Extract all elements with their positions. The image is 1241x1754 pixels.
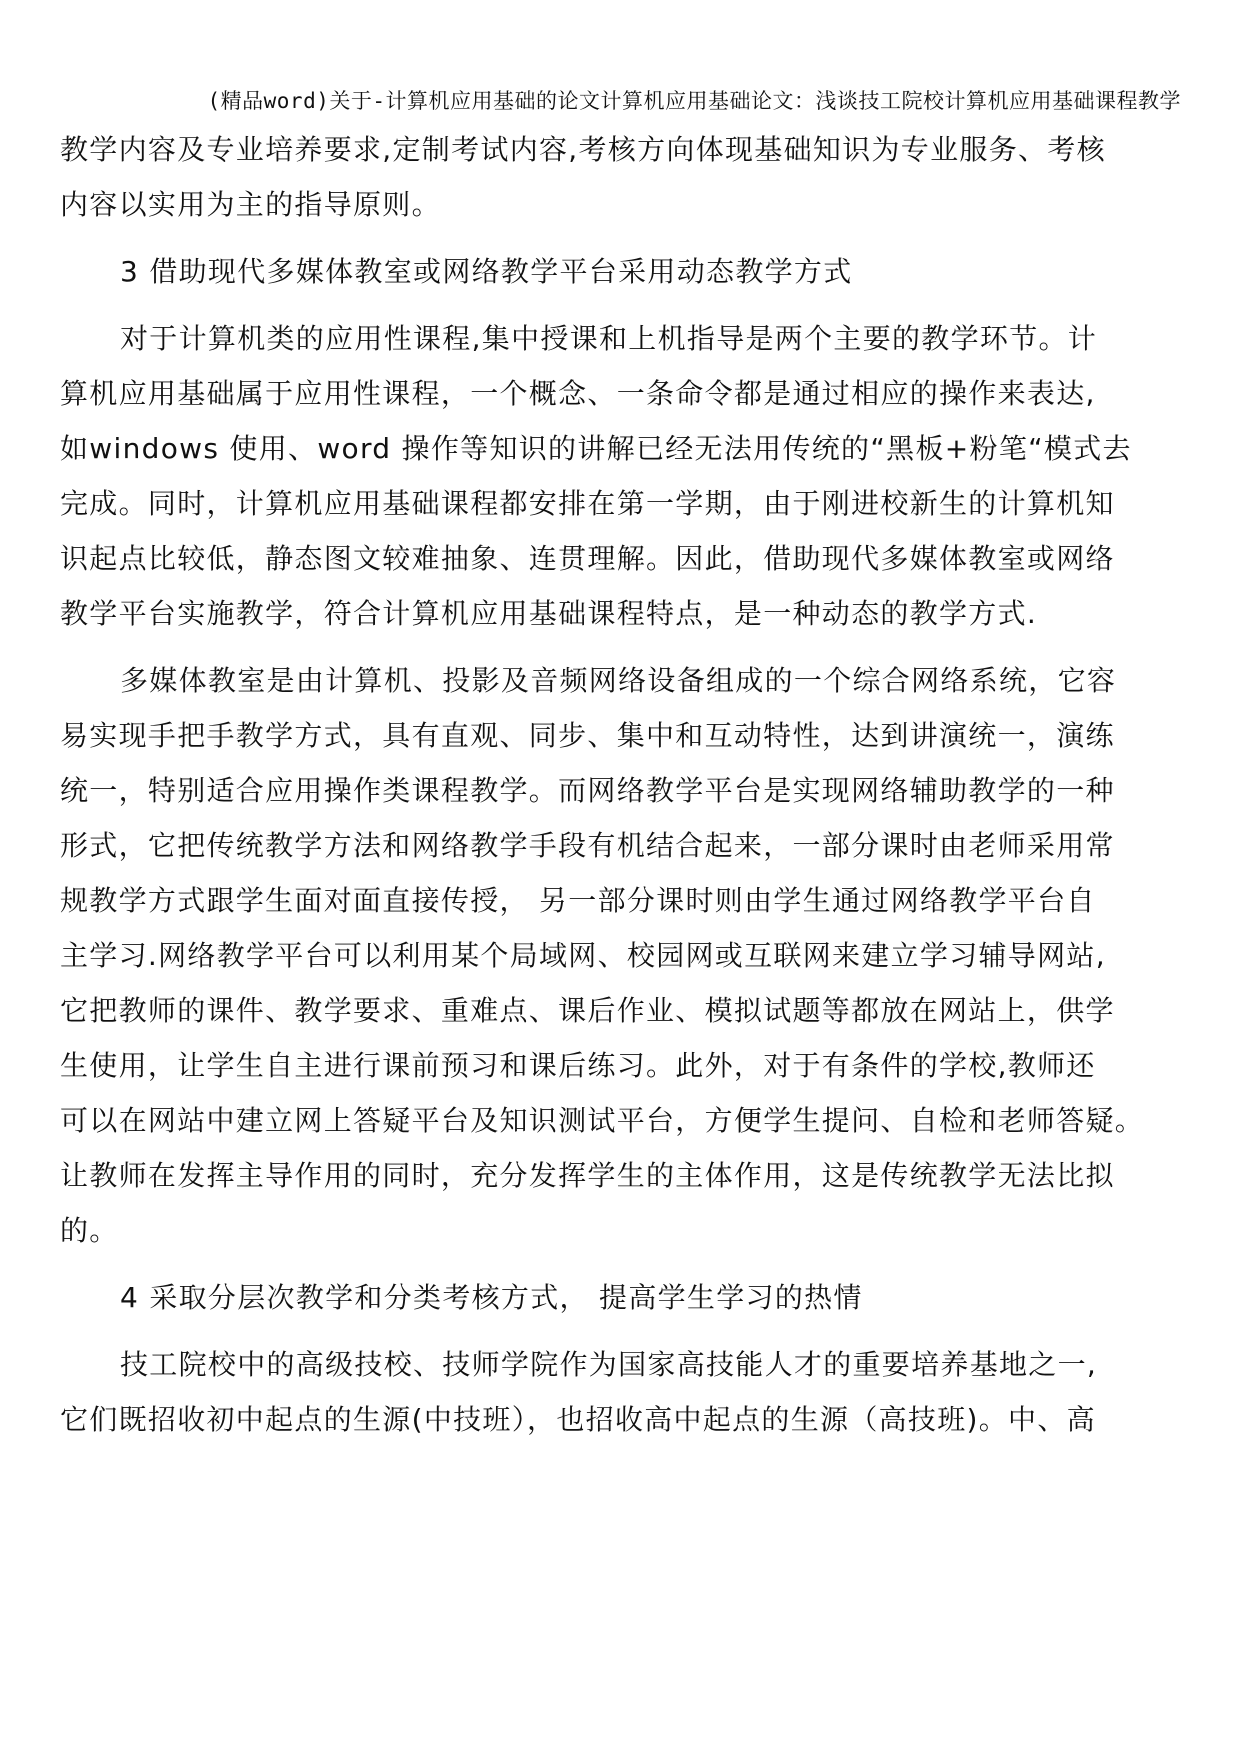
text-line: 多媒体教室是由计算机、投影及音频网络设备组成的一个综合网络系统，它容 [120, 664, 1117, 697]
text-line: 识起点比较低，静态图文较难抽象、连贯理解。因此，借助现代多媒体教室或网络 [60, 542, 1115, 575]
paragraph-1 [60, 122, 1185, 232]
text-line: 教学内容及专业培养要求,定制考试内容,考核方向体现基础知识为专业服务、考核 [60, 133, 1106, 166]
text-line: 技工院校中的高级技校、技师学院作为国家高技能人才的重要培养基地之一, [120, 1348, 1098, 1381]
document-body [60, 122, 1185, 1447]
text-line: 生使用，让学生自主进行课前预习和课后练习。此外，对于有条件的学校,教师还 [60, 1049, 1096, 1082]
text-line: 如windows 使用、word 操作等知识的讲解已经无法用传统的“黑板+粉笔“模式去 [60, 432, 1132, 465]
text-line: 算机应用基础属于应用性课程，一个概念、一条命令都是通过相应的操作来表达, [60, 377, 1096, 410]
text-line: 内容以实用为主的指导原则。 [60, 188, 441, 221]
text-line: 形式，它把传统教学方法和网络教学手段有机结合起来，一部分课时由老师采用常 [60, 829, 1115, 862]
page-header-title: (精品word)关于-计算机应用基础的论文计算机应用基础论文：浅谈技工院校计算机应用基础课程教学 [207, 89, 1181, 113]
text-line: 让教师在发挥主导作用的同时，充分发挥学生的主体作用，这是传统教学无法比拟 [60, 1159, 1115, 1192]
section-heading-3: 3 借助现代多媒体教室或网络教学平台采用动态教学方式 [120, 255, 853, 288]
text-line: 规教学方式跟学生面对面直接传授， 另一部分课时则由学生通过网络教学平台自 [60, 884, 1096, 917]
text-line: 统一，特别适合应用操作类课程教学。而网络教学平台是实现网络辅助教学的一种 [60, 774, 1115, 807]
text-line: 它们既招收初中起点的生源(中技班），也招收高中起点的生源（高技班)。中、高 [60, 1403, 1096, 1436]
paragraph-4 [60, 1337, 1185, 1447]
text-line: 主学习.网络教学平台可以利用某个局域网、校园网或互联网来建立学习辅导网站, [60, 939, 1106, 972]
text-line: 的。 [60, 1214, 119, 1247]
text-line: 完成。同时，计算机应用基础课程都安排在第一学期，由于刚进校新生的计算机知 [60, 487, 1115, 520]
section-heading-4: 4 采取分层次教学和分类考核方式， 提高学生学习的热情 [120, 1281, 863, 1314]
text-line: 对于计算机类的应用性课程,集中授课和上机指导是两个主要的教学环节。计 [120, 322, 1098, 355]
text-line: 可以在网站中建立网上答疑平台及知识测试平台，方便学生提问、自检和老师答疑。 [60, 1104, 1145, 1137]
text-line: 易实现手把手教学方式，具有直观、同步、集中和互动特性，达到讲演统一，演练 [60, 719, 1115, 752]
paragraph-3 [60, 653, 1185, 1258]
paragraph-2 [60, 311, 1185, 641]
text-line: 教学平台实施教学，符合计算机应用基础课程特点，是一种动态的教学方式. [60, 597, 1038, 630]
text-line: 它把教师的课件、教学要求、重难点、课后作业、模拟试题等都放在网站上，供学 [60, 994, 1115, 1027]
